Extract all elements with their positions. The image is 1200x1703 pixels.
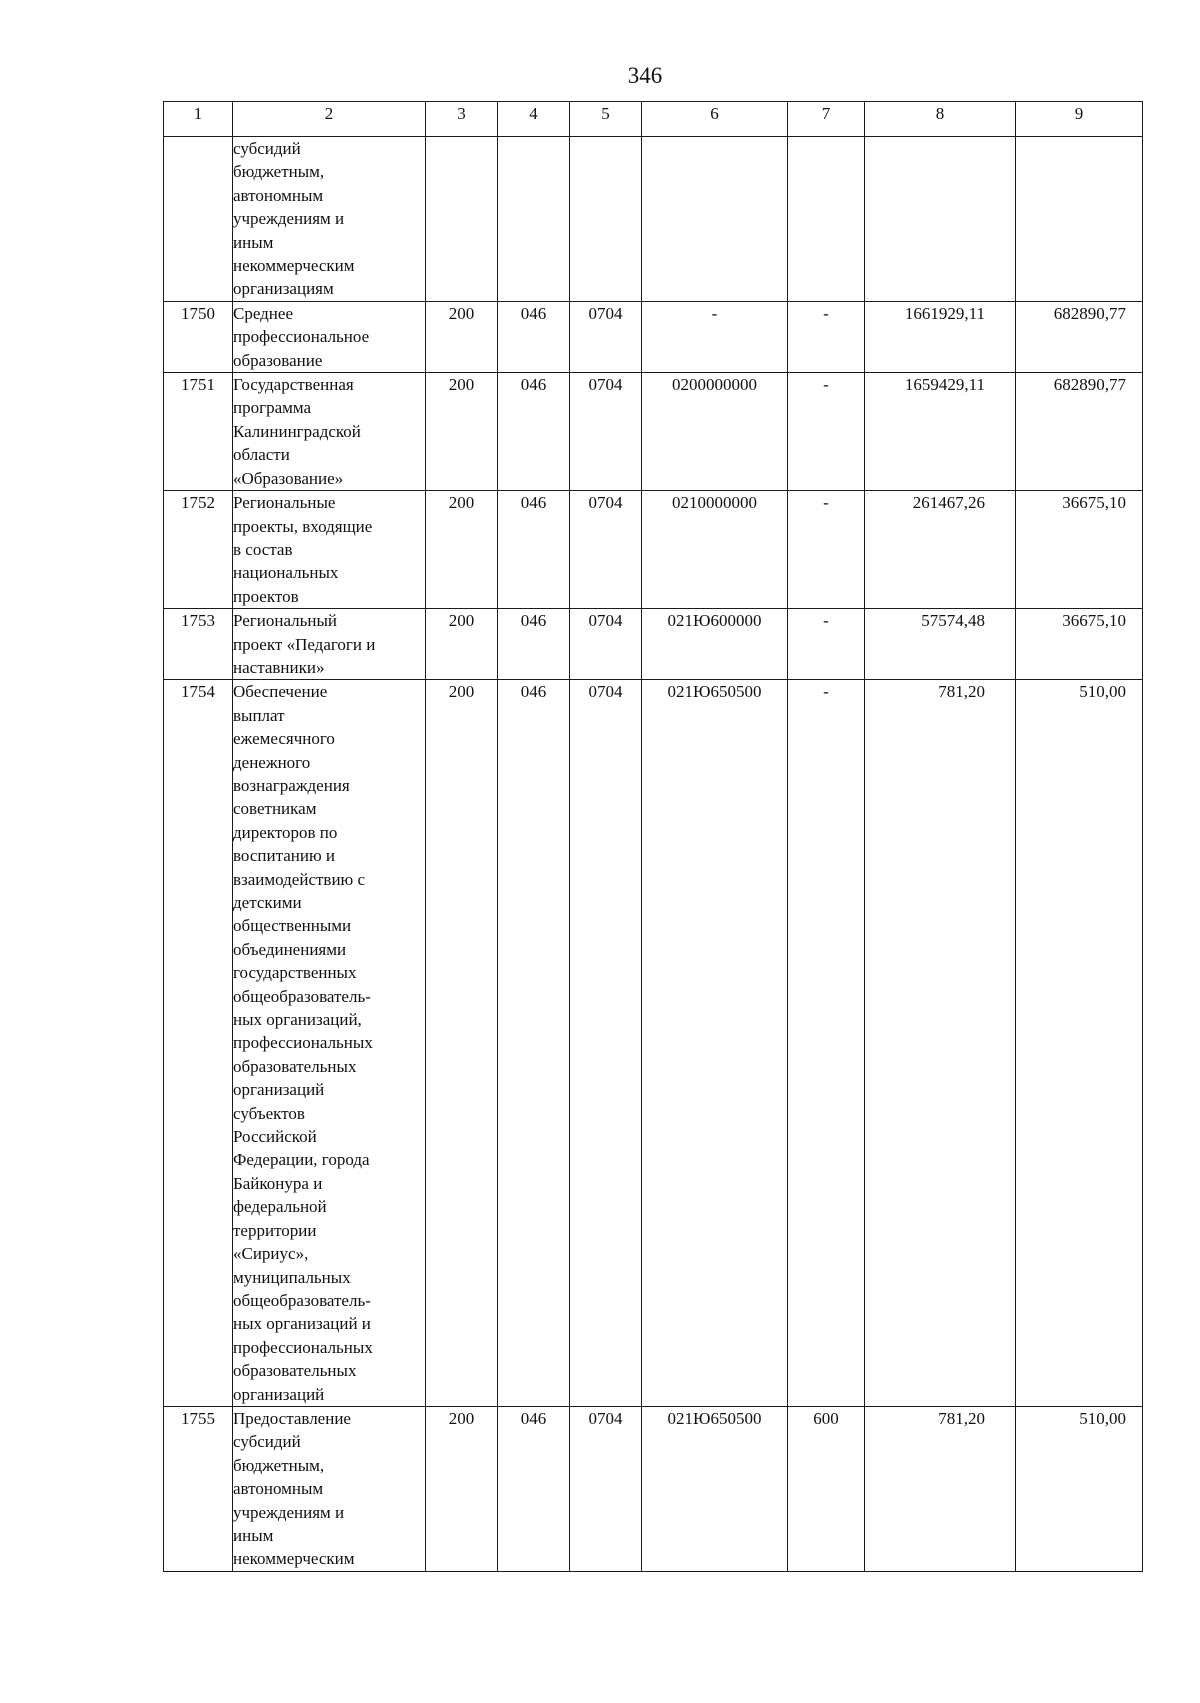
row-name-cell — [233, 137, 426, 302]
row-name-line: национальных — [233, 563, 339, 583]
ministry-code-cell: 200 — [426, 680, 498, 1407]
row-name-line: Российской — [233, 1127, 317, 1147]
column-header: 2 — [233, 102, 426, 137]
row-name-line: программа — [233, 398, 312, 418]
row-name-line: ных организаций и — [233, 1314, 371, 1334]
row-name-line: субъектов — [233, 1103, 305, 1123]
amount-cell: 57574,48 — [865, 609, 1016, 680]
amount-cell: 682890,77 — [1016, 301, 1143, 372]
amount-cell — [1016, 137, 1143, 302]
row-name-line: общеобразователь- — [233, 986, 371, 1006]
row-name-line: образовательных — [233, 1056, 357, 1076]
row-name-line: Региональный — [233, 611, 337, 631]
row-name-line: учреждениям и — [233, 1502, 345, 1522]
section-code-cell: 0704 — [570, 1406, 642, 1571]
row-name-line: субсидий — [233, 1432, 301, 1452]
department-code-cell: 046 — [498, 373, 570, 491]
amount-cell: 1659429,11 — [865, 373, 1016, 491]
row-number-cell: 1752 — [164, 491, 233, 609]
expense-type-cell: - — [788, 609, 865, 680]
amount-cell: 36675,10 — [1016, 609, 1143, 680]
row-name-line: профессиональное — [233, 327, 370, 347]
department-code-cell: 046 — [498, 680, 570, 1407]
row-name-line: Калининградской — [233, 421, 361, 441]
amount-cell: 682890,77 — [1016, 373, 1143, 491]
row-name-line: воспитанию и — [233, 846, 335, 866]
row-name-line: денежного — [233, 752, 311, 772]
row-name-line: профессиональных — [233, 1337, 373, 1357]
row-name-line: взаимодействию с — [233, 869, 366, 889]
department-code-cell: 046 — [498, 301, 570, 372]
row-number-cell — [164, 137, 233, 302]
row-name-line: Обеспечение — [233, 682, 328, 702]
row-name-line: федеральной — [233, 1197, 327, 1217]
row-name-cell — [233, 680, 426, 1407]
ministry-code-cell — [426, 137, 498, 302]
target-article-cell: 021Ю650500 — [642, 1406, 788, 1571]
table-body — [164, 137, 1143, 1572]
department-code-cell: 046 — [498, 609, 570, 680]
section-code-cell: 0704 — [570, 491, 642, 609]
column-header: 5 — [570, 102, 642, 137]
column-header: 3 — [426, 102, 498, 137]
row-name-line: некоммерческим — [233, 256, 355, 276]
expense-type-cell: 600 — [788, 1406, 865, 1571]
row-name-line: Предоставление — [233, 1408, 351, 1428]
row-name-line: «Образование» — [233, 468, 344, 488]
table-row — [164, 1406, 1143, 1571]
target-article-cell: 021Ю600000 — [642, 609, 788, 680]
row-name-line: иным — [233, 1525, 274, 1545]
table-row — [164, 609, 1143, 680]
row-number-cell: 1750 — [164, 301, 233, 372]
amount-cell: 1661929,11 — [865, 301, 1016, 372]
expense-type-cell: - — [788, 373, 865, 491]
table-row — [164, 301, 1143, 372]
row-name-cell — [233, 609, 426, 680]
page-number: 346 — [627, 63, 663, 88]
row-name-line: Государственная — [233, 375, 354, 395]
row-name-line: профессиональных — [233, 1033, 373, 1053]
row-name-line: выплат — [233, 705, 285, 725]
amount-cell: 36675,10 — [1016, 491, 1143, 609]
row-number-cell: 1754 — [164, 680, 233, 1407]
row-name-line: наставники» — [233, 657, 325, 677]
ministry-code-cell: 200 — [426, 373, 498, 491]
row-name-cell — [233, 491, 426, 609]
target-article-cell: - — [642, 301, 788, 372]
row-name-line: проект «Педагоги и — [233, 634, 376, 654]
target-article-cell — [642, 137, 788, 302]
row-name-cell — [233, 1406, 426, 1571]
row-number-cell: 1751 — [164, 373, 233, 491]
row-name-line: автономным — [233, 1479, 324, 1499]
row-name-line: ных организаций, — [233, 1010, 362, 1030]
row-name-line: Региональные — [233, 493, 336, 513]
row-name-line: автономным — [233, 185, 324, 205]
column-header: 1 — [164, 102, 233, 137]
row-name-line: учреждениям и — [233, 209, 345, 229]
section-code-cell: 0704 — [570, 373, 642, 491]
row-name-line: некоммерческим — [233, 1549, 355, 1569]
row-name-line: «Сириус», — [233, 1244, 309, 1264]
section-code-cell: 0704 — [570, 680, 642, 1407]
row-name-cell — [233, 301, 426, 372]
row-name-line: образовательных — [233, 1361, 357, 1381]
ministry-code-cell: 200 — [426, 301, 498, 372]
row-name-line: объединениями — [233, 939, 347, 959]
row-name-line: организаций — [233, 1384, 325, 1404]
amount-cell — [865, 137, 1016, 302]
row-name-line: Байконура и — [233, 1173, 323, 1193]
amount-cell: 781,20 — [865, 680, 1016, 1407]
amount-cell: 510,00 — [1016, 1406, 1143, 1571]
row-name-line: проектов — [233, 586, 299, 606]
table-row — [164, 680, 1143, 1407]
column-header: 9 — [1016, 102, 1143, 137]
row-name-line: субсидий — [233, 139, 301, 158]
row-name-line: организаций — [233, 1080, 325, 1100]
ministry-code-cell: 200 — [426, 609, 498, 680]
row-name-line: государственных — [233, 963, 357, 983]
row-name-line: детскими — [233, 893, 302, 912]
row-name-line: общеобразователь- — [233, 1290, 371, 1310]
ministry-code-cell: 200 — [426, 491, 498, 609]
table-header-row — [164, 102, 1143, 137]
amount-cell: 781,20 — [865, 1406, 1016, 1571]
row-name-line: иным — [233, 232, 274, 252]
column-header: 7 — [788, 102, 865, 137]
row-name-line: ежемесячного — [233, 729, 335, 749]
target-article-cell: 0200000000 — [642, 373, 788, 491]
expense-type-cell: - — [788, 491, 865, 609]
table-row — [164, 491, 1143, 609]
row-number-cell: 1755 — [164, 1406, 233, 1571]
row-name-line: вознаграждения — [233, 775, 350, 795]
row-name-line: советникам — [233, 799, 317, 819]
column-header: 4 — [498, 102, 570, 137]
table-row — [164, 373, 1143, 491]
target-article-cell: 021Ю650500 — [642, 680, 788, 1407]
target-article-cell: 0210000000 — [642, 491, 788, 609]
row-name-line: организациям — [233, 279, 334, 299]
section-code-cell: 0704 — [570, 301, 642, 372]
expense-type-cell — [788, 137, 865, 302]
row-name-line: в состав — [233, 539, 293, 559]
column-header: 8 — [865, 102, 1016, 137]
row-name-line: директоров по — [233, 822, 338, 842]
column-header: 6 — [642, 102, 788, 137]
row-name-line: образование — [233, 350, 323, 370]
row-name-line: муниципальных — [233, 1267, 351, 1287]
department-code-cell — [498, 137, 570, 302]
row-name-line: Среднее — [233, 303, 293, 323]
row-name-line: Федерации, города — [233, 1150, 370, 1170]
expense-type-cell: - — [788, 680, 865, 1407]
table-row — [164, 137, 1143, 302]
section-code-cell: 0704 — [570, 609, 642, 680]
row-number-cell: 1753 — [164, 609, 233, 680]
department-code-cell: 046 — [498, 491, 570, 609]
department-code-cell: 046 — [498, 1406, 570, 1571]
row-name-line: территории — [233, 1220, 317, 1240]
budget-table — [163, 101, 1143, 1572]
row-name-line: бюджетным, — [233, 1455, 325, 1475]
row-name-line: общественными — [233, 916, 352, 936]
ministry-code-cell: 200 — [426, 1406, 498, 1571]
amount-cell: 510,00 — [1016, 680, 1143, 1407]
expense-type-cell: - — [788, 301, 865, 372]
amount-cell: 261467,26 — [865, 491, 1016, 609]
row-name-cell — [233, 373, 426, 491]
section-code-cell — [570, 137, 642, 302]
row-name-line: области — [233, 445, 290, 465]
row-name-line: бюджетным, — [233, 162, 325, 182]
row-name-line: проекты, входящие — [233, 516, 373, 536]
